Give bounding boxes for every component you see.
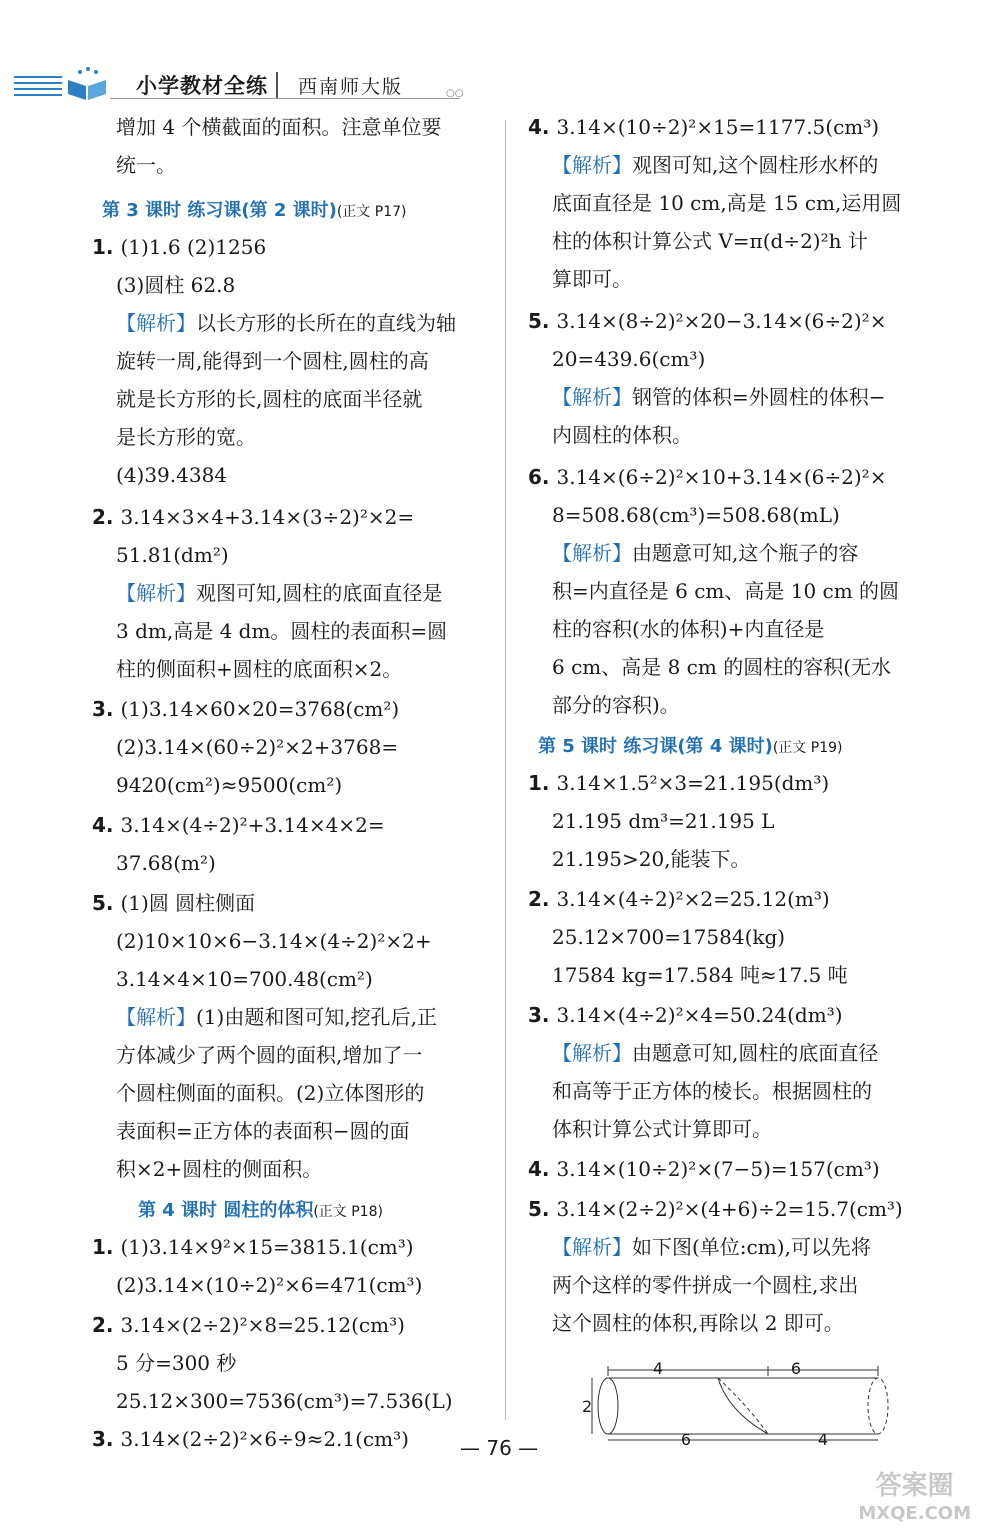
line-text: (4)39.4384 — [116, 463, 228, 487]
section-page-ref: (正文 P17) — [336, 204, 407, 220]
header-dots-icon: ○○ — [446, 88, 464, 99]
header-rule — [110, 98, 460, 99]
line-text: 3.14×(4÷2)²+3.14×4×2= — [120, 813, 385, 837]
dim-bottom-left: 6 — [680, 1430, 692, 1446]
line-text: 是长方形的宽。 — [116, 425, 256, 449]
text-line — [116, 1078, 424, 1108]
question-number: 2. — [92, 505, 121, 529]
text-line — [116, 732, 398, 762]
line-text: 3.14×(10÷2)²×15=1177.5(cm³) — [556, 115, 880, 139]
line-text: 这个圆柱的体积,再除以 2 即可。 — [552, 1311, 844, 1335]
text-line — [552, 1308, 844, 1338]
line-text: (1)3.14×9²×15=3815.1(cm³) — [120, 1235, 414, 1259]
text-line — [552, 1270, 858, 1300]
text-line — [552, 382, 886, 412]
section-page-ref: (正文 P18) — [313, 1204, 383, 1220]
text-line — [92, 694, 399, 724]
line-text: 3.14×(8÷2)²×20−3.14×(6÷2)²× — [556, 309, 887, 333]
line-text: 和高等于正方体的棱长。根据圆柱的 — [552, 1079, 872, 1103]
text-line — [92, 502, 414, 532]
text-line — [116, 112, 441, 142]
line-text: 观图可知,这个圆柱形水杯的 — [632, 153, 879, 177]
text-line — [116, 1002, 437, 1032]
line-text: 由题意可知,这个瓶子的容 — [632, 541, 859, 565]
text-line — [552, 1114, 772, 1144]
edition-label: 西南师大版 — [298, 76, 404, 98]
text-line — [116, 1386, 453, 1416]
line-text: (2)10×10×6−3.14×(4÷2)²×2+ — [116, 929, 432, 953]
line-text: 25.12×300=7536(cm³)=7.536(L) — [116, 1389, 453, 1413]
analysis-tag: 【解析】 — [552, 153, 632, 177]
line-text: (2)3.14×(10÷2)²×6=471(cm³) — [116, 1273, 423, 1297]
question-number: 5. — [92, 891, 121, 915]
text-line — [116, 460, 227, 490]
line-text: 3 dm,高是 4 dm。圆柱的表面积=圆 — [116, 619, 448, 643]
line-text: 3.14×(4÷2)²×2=25.12(m³) — [556, 887, 830, 911]
line-text: 25.12×700=17584(kg) — [552, 925, 786, 949]
text-line — [116, 926, 432, 956]
text-line — [116, 654, 402, 684]
line-text: 观图可知,圆柱的底面直径是 — [196, 581, 443, 605]
cylinder-figure — [578, 1356, 898, 1446]
text-line — [552, 264, 632, 294]
text-line — [116, 1270, 422, 1300]
analysis-tag: 【解析】 — [552, 1041, 632, 1065]
line-text: 3.14×3×4+3.14×(3÷2)²×2= — [120, 505, 415, 529]
section-title: 第 3 课时 练习课(第 2 课时) — [102, 200, 337, 221]
line-text: (1)由题和图可知,挖孔后,正 — [196, 1005, 438, 1029]
text-line — [92, 810, 385, 840]
text-line — [116, 770, 342, 800]
analysis-tag: 【解析】 — [116, 1005, 196, 1029]
text-line — [116, 1040, 422, 1070]
analysis-tag: 【解析】 — [552, 541, 632, 565]
question-number: 6. — [528, 465, 557, 489]
line-text: 部分的容积)。 — [552, 693, 680, 717]
line-text: 3.14×1.5²×3=21.195(dm³) — [556, 771, 830, 795]
line-text: 方体减少了两个圆的面积,增加了一 — [116, 1043, 423, 1067]
line-text: 体积计算公式计算即可。 — [552, 1117, 772, 1141]
line-text: 如下图(单位:cm),可以先将 — [632, 1235, 871, 1259]
section-title: 第 5 课时 练习课(第 4 课时) — [538, 736, 773, 757]
line-text: 算即可。 — [552, 267, 632, 291]
dim-top-right: 6 — [790, 1359, 802, 1378]
question-number: 4. — [528, 1157, 557, 1181]
page-header — [0, 60, 981, 108]
question-number: 5. — [528, 1197, 557, 1221]
column-divider — [505, 120, 506, 1420]
text-line — [552, 922, 785, 952]
line-text: 8=508.68(cm³)=508.68(mL) — [552, 503, 840, 527]
text-line — [552, 226, 868, 256]
section-heading — [138, 1196, 383, 1227]
line-text: 积×2+圆柱的侧面积。 — [116, 1157, 323, 1181]
line-text: 内圆柱的体积。 — [552, 423, 692, 447]
text-line — [528, 1154, 880, 1184]
analysis-tag: 【解析】 — [552, 1235, 632, 1259]
line-text: 9420(cm²)≈9500(cm²) — [116, 773, 343, 797]
text-line — [552, 1232, 871, 1262]
dim-height: 2 — [582, 1397, 593, 1416]
line-text: 旋转一周,能得到一个圆柱,圆柱的高 — [116, 349, 429, 373]
text-line — [116, 848, 216, 878]
text-line — [92, 888, 255, 918]
text-line — [528, 1000, 843, 1030]
line-text: (1)1.6 (2)1256 — [120, 235, 267, 259]
line-text: 3.14×(2÷2)²×(4+6)÷2=15.7(cm³) — [556, 1197, 903, 1221]
text-line — [116, 346, 429, 376]
line-text: 3.14×(10÷2)²×(7−5)=157(cm³) — [556, 1157, 880, 1181]
text-line — [116, 1348, 236, 1378]
line-text: (1)3.14×60×20=3768(cm²) — [120, 697, 400, 721]
text-line — [92, 1424, 409, 1454]
line-text: 5 分=300 秒 — [116, 1351, 237, 1375]
text-line — [116, 1116, 410, 1146]
question-number: 5. — [528, 309, 557, 333]
text-line — [528, 1194, 903, 1224]
question-number: 2. — [92, 1313, 121, 1337]
text-line — [552, 690, 680, 720]
page-number: — 76 — — [460, 1436, 539, 1460]
line-text: 3.14×(4÷2)²×4=50.24(dm³) — [556, 1003, 843, 1027]
header-separator — [276, 72, 278, 98]
text-line — [552, 1076, 872, 1106]
question-number: 4. — [528, 115, 557, 139]
line-text: 以长方形的长所在的直线为轴 — [196, 311, 456, 335]
text-line — [528, 112, 879, 142]
text-line — [528, 306, 886, 336]
line-text: 37.68(m²) — [116, 851, 216, 875]
text-line — [552, 344, 705, 374]
section-heading — [538, 732, 842, 763]
analysis-tag: 【解析】 — [552, 385, 632, 409]
text-line — [552, 538, 858, 568]
text-line — [116, 150, 176, 180]
line-text: 20=439.6(cm³) — [552, 347, 706, 371]
text-line — [92, 232, 266, 262]
text-line — [92, 1232, 414, 1262]
line-text: 由题意可知,圆柱的底面直径 — [632, 1041, 879, 1065]
dim-bottom-right: 4 — [817, 1430, 829, 1446]
line-text: 柱的体积计算公式 V=π(d÷2)²h 计 — [552, 229, 868, 253]
line-text: 积=内直径是 6 cm、高是 10 cm 的圆 — [552, 579, 900, 603]
line-text: 表面积=正方体的表面积−圆的面 — [116, 1119, 410, 1143]
line-text: 柱的侧面积+圆柱的底面积×2。 — [116, 657, 403, 681]
text-line — [116, 1154, 322, 1184]
text-line — [92, 1310, 405, 1340]
line-text: 3.14×4×10=700.48(cm²) — [116, 967, 373, 991]
text-line — [116, 422, 256, 452]
line-text: 增加 4 个横截面的面积。注意单位要 — [116, 115, 442, 139]
text-line — [552, 188, 901, 218]
text-line — [116, 616, 447, 646]
question-number: 1. — [92, 1235, 121, 1259]
text-line — [116, 540, 229, 570]
text-line — [116, 308, 456, 338]
analysis-tag: 【解析】 — [116, 581, 196, 605]
text-line — [528, 884, 830, 914]
line-text: 个圆柱侧面的面积。(2)立体图形的 — [116, 1081, 425, 1105]
text-line — [552, 960, 848, 990]
question-number: 1. — [92, 235, 121, 259]
line-text: (1)圆 圆柱侧面 — [120, 891, 256, 915]
text-line — [552, 1038, 878, 1068]
text-line — [552, 844, 751, 874]
line-text: 21.195>20,能装下。 — [552, 847, 751, 871]
question-number: 3. — [528, 1003, 557, 1027]
line-text: 柱的容积(水的体积)+内直径是 — [552, 617, 825, 641]
book-logo-icon — [64, 66, 110, 102]
question-number: 1. — [528, 771, 557, 795]
brand-title: 小学教材全练 — [136, 74, 268, 98]
text-line — [116, 270, 235, 300]
watermark — [858, 1472, 971, 1528]
text-line — [552, 576, 899, 606]
text-line — [552, 806, 775, 836]
section-page-ref: (正文 P19) — [772, 740, 843, 756]
text-line — [552, 420, 692, 450]
line-text: 就是长方形的长,圆柱的底面半径就 — [116, 387, 423, 411]
line-text: 钢管的体积=外圆柱的体积− — [632, 385, 886, 409]
text-line — [116, 384, 422, 414]
text-line — [552, 614, 824, 644]
watermark-line1: 答案圈 — [875, 1471, 954, 1501]
section-title: 第 4 课时 圆柱的体积 — [138, 1200, 314, 1221]
line-text: 3.14×(2÷2)²×6÷9≈2.1(cm³) — [120, 1427, 409, 1451]
text-line — [552, 150, 878, 180]
line-text: 51.81(dm²) — [116, 543, 229, 567]
text-line — [552, 500, 840, 530]
watermark-line2: MXQE.COM — [858, 1503, 971, 1524]
question-number: 4. — [92, 813, 121, 837]
line-text: 两个这样的零件拼成一个圆柱,求出 — [552, 1273, 859, 1297]
line-text: 6 cm、高是 8 cm 的圆柱的容积(无水 — [552, 655, 892, 679]
line-text: 21.195 dm³=21.195 L — [552, 809, 775, 833]
analysis-tag: 【解析】 — [116, 311, 196, 335]
dim-top-left: 4 — [652, 1359, 664, 1378]
line-text: 3.14×(2÷2)²×8=25.12(cm³) — [120, 1313, 405, 1337]
question-number: 2. — [528, 887, 557, 911]
text-line — [116, 578, 442, 608]
text-line — [552, 652, 891, 682]
section-heading — [102, 196, 406, 227]
text-line — [528, 462, 886, 492]
line-text: 底面直径是 10 cm,高是 15 cm,运用圆 — [552, 191, 902, 215]
header-decoration-lines — [14, 76, 62, 100]
line-text: 统一。 — [116, 153, 176, 177]
question-number: 3. — [92, 697, 121, 721]
line-text: (3)圆柱 62.8 — [116, 273, 236, 297]
question-number: 3. — [92, 1427, 121, 1451]
line-text: (2)3.14×(60÷2)²×2+3768= — [116, 735, 399, 759]
text-line — [528, 768, 829, 798]
line-text: 17584 kg=17.584 吨≈17.5 吨 — [552, 963, 848, 987]
line-text: 3.14×(6÷2)²×10+3.14×(6÷2)²× — [556, 465, 887, 489]
text-line — [116, 964, 373, 994]
